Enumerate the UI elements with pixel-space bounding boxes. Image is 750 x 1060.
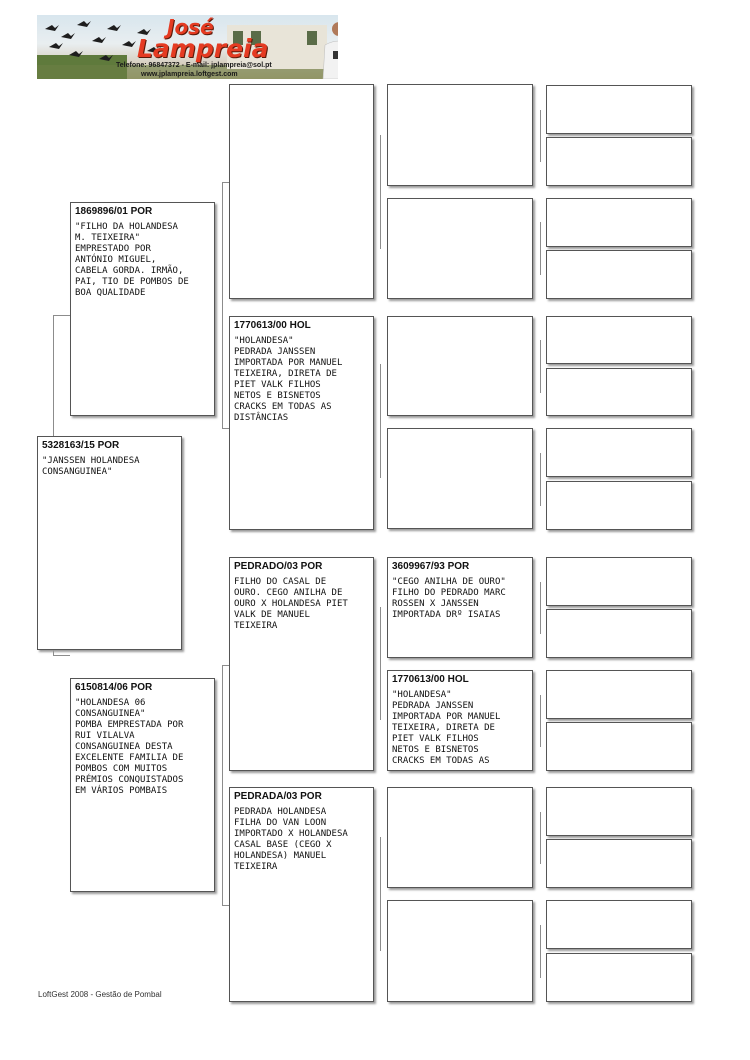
sire-card[interactable] <box>70 202 215 416</box>
grandparent-sire-sire-card[interactable] <box>229 84 374 299</box>
great-great-grandparent-card[interactable] <box>546 557 692 606</box>
great-grandparent-card[interactable] <box>387 198 533 299</box>
great-great-grandparent-card[interactable] <box>546 250 692 299</box>
subject-description: "JANSSEN HOLANDESA CONSANGUINEA" <box>42 456 140 477</box>
great-great-grandparent-card[interactable] <box>546 787 692 836</box>
great-grandparent-description: "CEGO ANILHA DE OURO" FILHO DO PEDRADO MARC ROSSEN X JANSSEN IMPORTADA DRº ISAIAS <box>392 577 506 620</box>
grandparent-ring: PEDRADA/03 POR <box>234 791 322 802</box>
connector-line <box>222 428 229 429</box>
connector-line <box>222 665 229 666</box>
great-grandparent-card[interactable] <box>387 316 533 416</box>
great-great-grandparent-card[interactable] <box>546 722 692 771</box>
great-grandparent-card[interactable] <box>387 557 533 658</box>
great-great-grandparent-card[interactable] <box>546 368 692 416</box>
grandparent-sire-dam-card[interactable] <box>229 316 374 530</box>
great-great-grandparent-card[interactable] <box>546 481 692 530</box>
subject-ring: 5328163/15 POR <box>42 440 120 451</box>
great-great-grandparent-card[interactable] <box>546 85 692 134</box>
connector-line <box>222 182 229 183</box>
great-great-grandparent-card[interactable] <box>546 137 692 186</box>
great-great-grandparent-card[interactable] <box>546 428 692 477</box>
great-great-grandparent-card[interactable] <box>546 900 692 949</box>
footer-text: LoftGest 2008 - Gestão de Pombal <box>38 990 162 999</box>
connector-line <box>540 925 541 978</box>
connector-line <box>540 222 541 275</box>
connector-line <box>380 135 381 249</box>
connector-line <box>540 582 541 634</box>
great-great-grandparent-card[interactable] <box>546 316 692 364</box>
header-contact: Telefone: 96847372 - E-mail: jplampreia@sol.pt <box>116 62 272 69</box>
connector-line <box>222 665 223 905</box>
grandparent-ring: 1770613/00 HOL <box>234 320 311 331</box>
connector-line <box>540 110 541 162</box>
grandparent-description: PEDRADA HOLANDESA FILHA DO VAN LOON IMPORTADO X HOLANDESA CASAL BASE (CEGO X HOLANDESA) MANUEL TEIXEIRA <box>234 807 348 872</box>
dam-ring: 6150814/06 POR <box>75 682 153 693</box>
connector-line <box>380 364 381 478</box>
connector-line <box>380 607 381 720</box>
grandparent-dam-sire-card[interactable] <box>229 557 374 771</box>
great-great-grandparent-card[interactable] <box>546 670 692 719</box>
great-great-grandparent-card[interactable] <box>546 953 692 1002</box>
subject-card[interactable] <box>37 436 182 650</box>
great-grandparent-ring: 1770613/00 HOL <box>392 674 469 685</box>
great-grandparent-card[interactable] <box>387 900 533 1002</box>
connector-line <box>222 905 229 906</box>
dam-card[interactable] <box>70 678 215 892</box>
dam-description: "HOLANDESA 06 CONSANGUINEA" POMBA EMPRESTADA POR RUI VILALVA CONSANGUINEA DESTA EXCELENTE FAMILIA DE POMBOS COM MUITOS PRÉMIOS CONQUISTADOS EM VÁRIOS POMBAIS <box>75 698 184 796</box>
great-grandparent-card[interactable] <box>387 84 533 186</box>
connector-line <box>540 695 541 747</box>
header-last-name: Lampreia <box>137 34 269 63</box>
header-website: www.jplampreia.loftgest.com <box>141 71 238 78</box>
sire-description: "FILHO DA HOLANDESA M. TEIXEIRA" EMPRESTADO POR ANTÓNIO MIGUEL, CABELA GORDA. IRMÃO, PAI, TIO DE POMBOS DE BOA QUALIDADE <box>75 222 189 298</box>
connector-line <box>222 182 223 428</box>
connector-line <box>540 812 541 864</box>
connector-line <box>380 837 381 951</box>
great-grandparent-card[interactable] <box>387 787 533 888</box>
sire-ring: 1869896/01 POR <box>75 206 153 217</box>
grandparent-description: FILHO DO CASAL DE OURO. CEGO ANILHA DE OURO X HOLANDESA PIET VALK DE MANUEL TEIXEIRA <box>234 577 348 631</box>
connector-line <box>53 315 70 316</box>
header-banner <box>37 15 338 79</box>
header-first-name: José <box>167 15 214 39</box>
connector-line <box>540 340 541 393</box>
connector-line <box>540 453 541 506</box>
grandparent-dam-dam-card[interactable] <box>229 787 374 1002</box>
connector-line <box>53 655 70 656</box>
grandparent-ring: PEDRADO/03 POR <box>234 561 323 572</box>
great-great-grandparent-card[interactable] <box>546 198 692 247</box>
great-grandparent-card[interactable] <box>387 428 533 529</box>
great-grandparent-ring: 3609967/93 POR <box>392 561 470 572</box>
great-great-grandparent-card[interactable] <box>546 839 692 888</box>
great-grandparent-card[interactable] <box>387 670 533 771</box>
grandparent-description: "HOLANDESA" PEDRADA JANSSEN IMPORTADA POR MANUEL TEIXEIRA, DIRETA DE PIET VALK FILHOS NETOS E BISNETOS CRACKS EM TODAS AS DISTÂNCIAS <box>234 336 343 423</box>
great-great-grandparent-card[interactable] <box>546 609 692 658</box>
great-grandparent-description: "HOLANDESA" PEDRADA JANSSEN IMPORTADA POR MANUEL TEIXEIRA, DIRETA DE PIET VALK FILHOS NETOS E BISNETOS CRACKS EM TODAS AS <box>392 690 501 766</box>
